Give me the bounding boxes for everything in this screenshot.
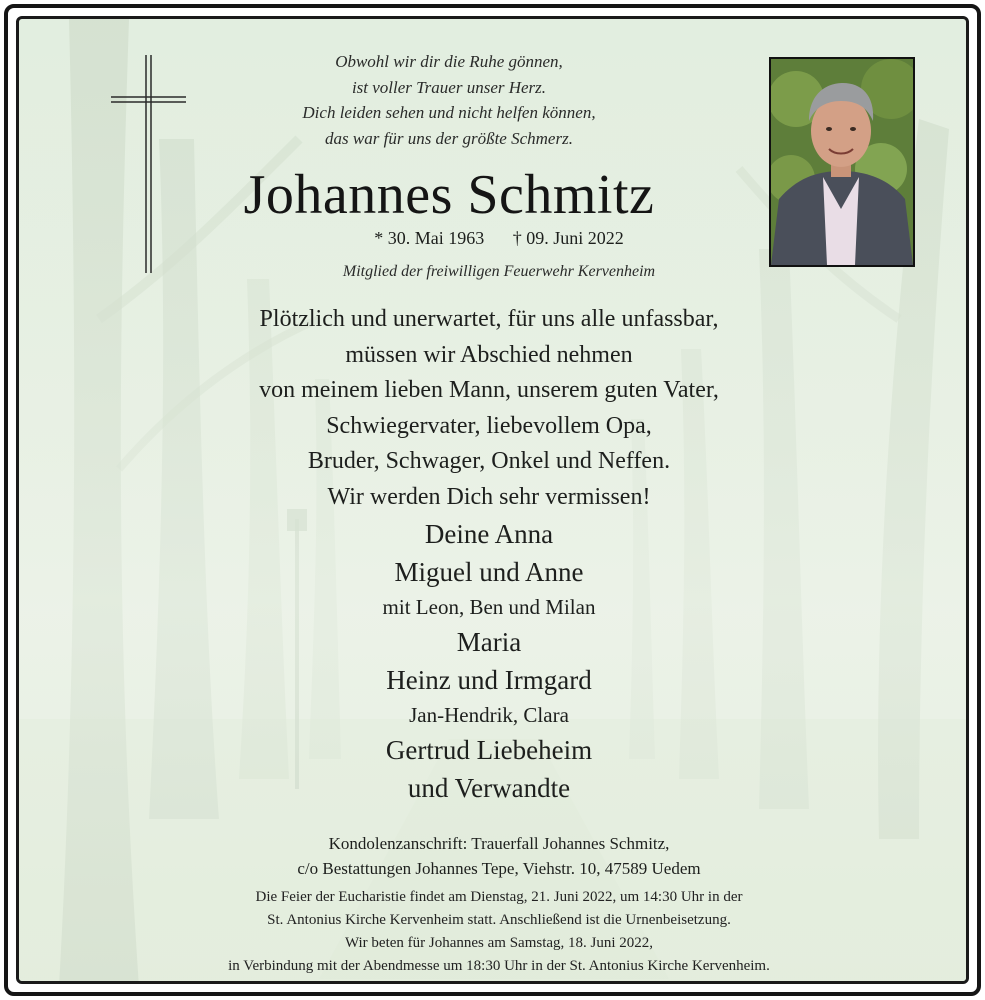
- announcement-line: von meinem lieben Mann, unserem guten Vater,: [259, 377, 719, 403]
- condolence-line: c/o Bestattungen Johannes Tepe, Viehstr. 10, 47589 Uedem: [297, 859, 701, 878]
- cross-icon: [111, 55, 187, 275]
- service-line: St. Antonius Kirche Kervenheim statt. Anschließend ist die Urnenbeisetzung.: [267, 912, 731, 928]
- service-line: Die Feier der Eucharistie findet am Dienstag, 21. Juni 2022, um 14:30 Uhr in der: [255, 889, 743, 905]
- mourner-line: Miguel und Anne: [394, 557, 584, 587]
- poem-line: das war für uns der größte Schmerz.: [325, 128, 573, 148]
- poem: [229, 49, 669, 151]
- deceased-name: Johannes Schmitz: [243, 164, 655, 226]
- service-info: [119, 886, 879, 978]
- mourners-list: [239, 515, 739, 807]
- obituary-card: [16, 16, 969, 984]
- service-line: in Verbindung mit der Abendmesse um 18:30 Uhr in der St. Antonius Kirche Kervenheim.: [228, 958, 770, 974]
- announcement-line: Schwiegervater, liebevollem Opa,: [326, 412, 652, 439]
- mourner-line: Heinz und Irmgard: [386, 665, 592, 695]
- birth-date: * 30. Mai 1963: [374, 228, 485, 248]
- poem-line: Dich leiden sehen und nicht helfen können,: [302, 103, 596, 122]
- condolence-address: [199, 831, 799, 881]
- announcement-line: Wir werden Dich sehr vermissen!: [327, 483, 651, 510]
- membership-note: Mitglied der freiwilligen Feuerwehr Kervenheim: [342, 263, 656, 280]
- mourner-line: Deine Anna: [424, 519, 554, 549]
- mourner-line: Jan-Hendrik, Clara: [409, 703, 569, 727]
- mourner-line: Gertrud Liebeheim: [385, 735, 593, 765]
- announcement-line: Bruder, Schwager, Onkel und Neffen.: [307, 448, 671, 474]
- portrait-photo: [769, 57, 915, 267]
- condolence-line: Kondolenzanschrift: Trauerfall Johannes Schmitz,: [328, 834, 670, 853]
- service-line: Wir beten für Johannes am Samstag, 18. Juni 2022,: [344, 935, 654, 951]
- mourner-line: und Verwandte: [407, 773, 571, 803]
- mourner-line: mit Leon, Ben und Milan: [382, 595, 596, 619]
- announcement-line: Plötzlich und unerwartet, für uns alle unfassbar,: [259, 306, 719, 332]
- life-dates: [319, 228, 679, 249]
- announcement-text: [179, 302, 799, 515]
- poem-line: ist voller Trauer unser Herz.: [351, 77, 547, 97]
- portrait-illustration: [771, 59, 913, 265]
- mourner-line: Maria: [456, 627, 522, 657]
- announcement-line: müssen wir Abschied nehmen: [345, 341, 633, 368]
- poem-line: Obwohl wir dir die Ruhe gönnen,: [335, 52, 563, 71]
- death-date: † 09. Juni 2022: [512, 228, 624, 248]
